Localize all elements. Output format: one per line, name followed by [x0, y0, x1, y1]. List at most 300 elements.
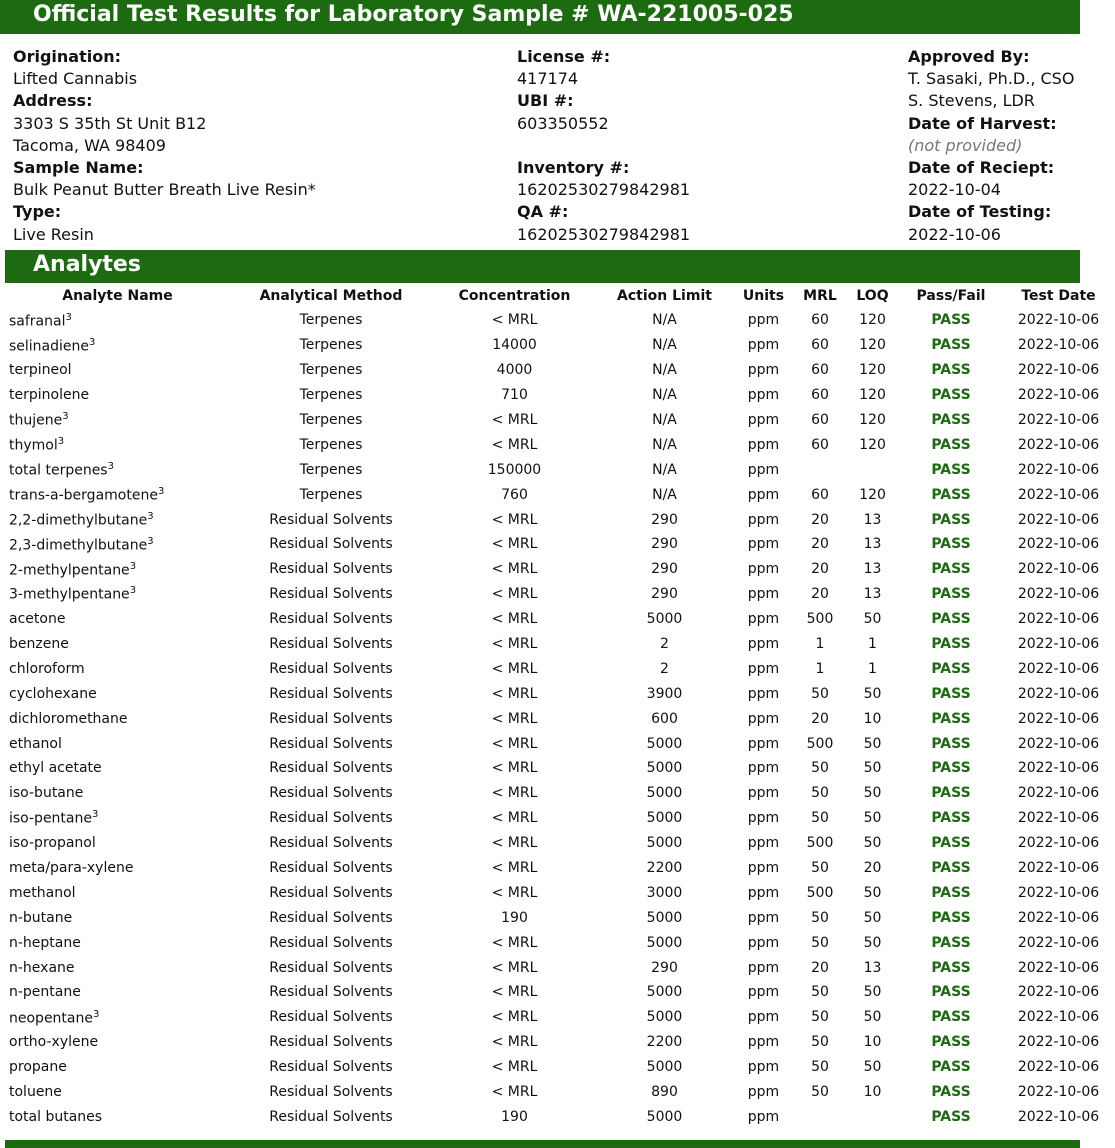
- concentration-cell: < MRL: [491, 561, 538, 578]
- concentration-cell: < MRL: [491, 1009, 538, 1026]
- analyte-name-cell: [5, 756, 230, 781]
- analytes-table-body: [5, 308, 1115, 1129]
- qa-value: 16202530279842981: [517, 224, 691, 244]
- concentration-cell: < MRL: [491, 511, 538, 528]
- concentration-cell: 14000: [492, 337, 537, 354]
- units-cell: ppm: [747, 1084, 780, 1101]
- analyte-name-cell: [5, 656, 230, 681]
- approver-1: T. Sasaki, Ph.D., CSO: [908, 69, 1075, 89]
- concentration-cell: < MRL: [491, 884, 538, 901]
- footnote-marker: 3: [147, 535, 154, 547]
- method-cell: Residual Solvents: [269, 636, 393, 653]
- units-cell: ppm: [747, 984, 780, 1001]
- analyte-name: thujene: [9, 412, 63, 429]
- pass-fail-cell: PASS: [931, 312, 971, 329]
- analyte-name: n-pentane: [9, 984, 81, 1001]
- concentration-cell: 150000: [487, 461, 542, 478]
- test-date-cell: 2022-10-06: [1017, 536, 1100, 553]
- test-date-cell: 2022-10-06: [1017, 685, 1100, 702]
- concentration-cell: < MRL: [491, 312, 538, 329]
- loq-cell: 50: [863, 1059, 882, 1076]
- action-limit-cell: 5000: [646, 611, 683, 628]
- pass-fail-cell: PASS: [931, 436, 971, 453]
- method-cell: Residual Solvents: [269, 611, 393, 628]
- method-cell: Residual Solvents: [269, 884, 393, 901]
- test-date-cell: 2022-10-06: [1017, 884, 1100, 901]
- table-header-row: [5, 284, 1115, 308]
- analyte-name-cell: [5, 1105, 230, 1130]
- table-row: [5, 532, 1115, 557]
- mrl-cell: 60: [811, 337, 829, 354]
- mrl-cell: 50: [811, 685, 829, 702]
- analytes-section-bar: [5, 250, 1080, 283]
- footnote-marker: 3: [57, 436, 65, 448]
- test-date-cell: 2022-10-06: [1017, 810, 1100, 827]
- concentration-cell: < MRL: [491, 586, 538, 603]
- analyte-name: 2,2-dimethylbutane: [9, 512, 148, 529]
- method-cell: Residual Solvents: [269, 735, 393, 752]
- action-limit-cell: N/A: [652, 337, 677, 354]
- loq-cell: 50: [863, 810, 882, 827]
- address-label: Address:: [13, 91, 93, 111]
- units-cell: ppm: [747, 461, 780, 478]
- method-cell: Terpenes: [299, 387, 363, 404]
- method-cell: Residual Solvents: [269, 909, 393, 926]
- pass-fail-cell: PASS: [931, 984, 971, 1001]
- action-limit-cell: N/A: [652, 461, 677, 478]
- units-cell: ppm: [747, 835, 780, 852]
- concentration-cell: < MRL: [491, 710, 538, 727]
- col-units: Units: [742, 288, 785, 304]
- method-cell: Terpenes: [299, 436, 363, 453]
- concentration-cell: < MRL: [491, 760, 538, 777]
- analyte-name-cell: [5, 308, 230, 333]
- method-cell: Terpenes: [299, 337, 363, 354]
- table-row: [5, 731, 1115, 756]
- testing-label: Date of Testing:: [908, 202, 1052, 222]
- units-cell: ppm: [747, 486, 780, 503]
- test-date-cell: 2022-10-06: [1017, 1084, 1100, 1101]
- units-cell: ppm: [747, 1108, 780, 1125]
- analyte-name-cell: [5, 856, 230, 881]
- pass-fail-cell: PASS: [931, 1108, 971, 1125]
- test-date-cell: 2022-10-06: [1017, 1034, 1100, 1051]
- loq-cell: 50: [863, 1009, 882, 1026]
- analyte-name: total butanes: [9, 1108, 103, 1125]
- units-cell: ppm: [747, 909, 780, 926]
- analyte-name: n-butane: [9, 909, 73, 926]
- analyte-name: iso-pentane: [9, 811, 92, 828]
- mrl-cell: 50: [811, 1009, 829, 1026]
- method-cell: Terpenes: [299, 461, 363, 478]
- loq-cell: 13: [863, 511, 882, 528]
- analyte-name: chloroform: [9, 660, 85, 677]
- concentration-cell: 190: [501, 909, 528, 926]
- analyte-name-cell: [5, 1005, 230, 1030]
- loq-cell: 120: [859, 436, 886, 453]
- table-row: [5, 308, 1115, 333]
- analyte-name-cell: [5, 980, 230, 1005]
- pass-fail-cell: PASS: [931, 486, 971, 503]
- units-cell: ppm: [747, 884, 780, 901]
- harvest-value: (not provided): [908, 135, 1023, 155]
- table-row: [5, 607, 1115, 632]
- analyte-name-cell: [5, 607, 230, 632]
- method-cell: Terpenes: [299, 362, 363, 379]
- analyte-name-cell: [5, 905, 230, 930]
- action-limit-cell: 600: [651, 710, 678, 727]
- analyte-name: ethyl acetate: [9, 760, 102, 777]
- bottom-bar: [5, 1140, 1080, 1148]
- mrl-cell: 50: [811, 785, 829, 802]
- test-date-cell: 2022-10-06: [1017, 486, 1100, 503]
- mrl-cell: 60: [811, 436, 829, 453]
- analyte-name-cell: [5, 681, 230, 706]
- test-date-cell: 2022-10-06: [1017, 710, 1100, 727]
- pass-fail-cell: PASS: [931, 536, 971, 553]
- action-limit-cell: 290: [651, 586, 678, 603]
- concentration-cell: < MRL: [491, 611, 538, 628]
- col-concentration: Concentration: [458, 288, 571, 304]
- test-date-cell: 2022-10-06: [1017, 586, 1100, 603]
- units-cell: ppm: [747, 387, 780, 404]
- sample-name-label: Sample Name:: [13, 158, 144, 178]
- units-cell: ppm: [747, 1034, 780, 1051]
- footnote-marker: 3: [65, 311, 72, 323]
- pass-fail-cell: PASS: [931, 586, 971, 603]
- col-action-limit: Action Limit: [617, 288, 712, 304]
- analyte-name: methanol: [9, 884, 76, 901]
- action-limit-cell: 5000: [646, 835, 683, 852]
- concentration-cell: < MRL: [491, 835, 538, 852]
- mrl-cell: 60: [811, 312, 829, 329]
- loq-cell: 120: [859, 337, 886, 354]
- action-limit-cell: N/A: [652, 312, 677, 329]
- units-cell: ppm: [747, 586, 780, 603]
- pass-fail-cell: PASS: [931, 884, 971, 901]
- loq-cell: 10: [863, 1034, 882, 1051]
- action-limit-cell: 2: [660, 660, 669, 677]
- table-row: [5, 507, 1115, 532]
- concentration-cell: < MRL: [491, 785, 538, 802]
- loq-cell: 50: [863, 934, 882, 951]
- test-date-cell: 2022-10-06: [1017, 735, 1100, 752]
- action-limit-cell: N/A: [652, 412, 677, 428]
- table-row: [5, 408, 1115, 433]
- loq-cell: 1: [868, 660, 877, 677]
- table-row: [5, 806, 1115, 831]
- test-date-cell: 2022-10-06: [1017, 636, 1100, 653]
- pass-fail-cell: PASS: [931, 561, 971, 578]
- pass-fail-cell: PASS: [931, 461, 971, 478]
- footnote-marker: 3: [92, 1008, 100, 1020]
- analyte-name-cell: [5, 333, 230, 358]
- analyte-name-cell: [5, 507, 230, 532]
- col-analyte-name: Analyte Name: [62, 288, 173, 304]
- loq-cell: 50: [863, 735, 882, 752]
- action-limit-cell: 290: [651, 536, 678, 553]
- units-cell: ppm: [747, 685, 780, 702]
- action-limit-cell: 2: [660, 636, 669, 653]
- analyte-name: neopentane: [9, 1010, 93, 1027]
- loq-cell: 50: [863, 909, 882, 926]
- test-date-cell: 2022-10-06: [1017, 785, 1100, 802]
- action-limit-cell: N/A: [652, 387, 677, 404]
- mrl-cell: 20: [811, 710, 829, 727]
- test-date-cell: 2022-10-06: [1017, 835, 1100, 852]
- table-row: [5, 383, 1115, 408]
- loq-cell: 50: [863, 884, 882, 901]
- analyte-name-cell: [5, 408, 230, 433]
- pass-fail-cell: PASS: [931, 959, 971, 976]
- units-cell: ppm: [747, 959, 780, 976]
- units-cell: ppm: [747, 760, 780, 777]
- concentration-cell: < MRL: [491, 1084, 538, 1101]
- col-analytical-method: Analytical Method: [259, 288, 403, 304]
- loq-cell: 120: [859, 387, 886, 404]
- concentration-cell: < MRL: [491, 810, 538, 827]
- loq-cell: 120: [859, 486, 886, 503]
- table-row: [5, 656, 1115, 681]
- mrl-cell: 50: [811, 909, 829, 926]
- analyte-name: n-hexane: [9, 959, 75, 976]
- units-cell: ppm: [747, 636, 780, 653]
- mrl-cell: 50: [811, 1034, 829, 1051]
- inventory-label: Inventory #:: [517, 158, 630, 177]
- mrl-cell: 500: [806, 735, 834, 752]
- analytes-title: Analytes: [33, 252, 141, 277]
- action-limit-cell: 5000: [646, 760, 683, 777]
- mrl-cell: 20: [811, 536, 829, 553]
- action-limit-cell: 5000: [646, 934, 683, 951]
- test-date-cell: 2022-10-06: [1017, 934, 1100, 951]
- origination-label: Origination:: [13, 47, 122, 66]
- loq-cell: 20: [863, 860, 882, 877]
- address-line2: Tacoma, WA 98409: [13, 135, 166, 155]
- method-cell: Residual Solvents: [269, 984, 393, 1001]
- method-cell: Residual Solvents: [269, 860, 393, 877]
- footnote-marker: 3: [89, 336, 96, 348]
- loq-cell: 50: [863, 984, 882, 1001]
- ubi-label: UBI #:: [517, 91, 574, 111]
- col-pass-fail: Pass/Fail: [916, 288, 986, 304]
- action-limit-cell: N/A: [652, 436, 677, 453]
- analyte-name: propane: [9, 1059, 67, 1076]
- table-row: [5, 681, 1115, 706]
- pass-fail-cell: PASS: [931, 710, 971, 727]
- loq-cell: 50: [863, 835, 882, 852]
- table-row: [5, 980, 1115, 1005]
- table-row: [5, 905, 1115, 930]
- mrl-cell: 60: [811, 387, 829, 404]
- mrl-cell: 50: [811, 984, 829, 1001]
- method-cell: Residual Solvents: [269, 1059, 393, 1076]
- method-cell: Residual Solvents: [269, 810, 393, 827]
- test-date-cell: 2022-10-06: [1017, 860, 1100, 877]
- analyte-name-cell: [5, 930, 230, 955]
- action-limit-cell: 5000: [646, 785, 683, 802]
- license-label: License #:: [517, 47, 611, 66]
- loq-cell: 13: [863, 561, 882, 578]
- method-cell: Residual Solvents: [269, 536, 393, 553]
- test-date-cell: 2022-10-06: [1017, 312, 1100, 329]
- units-cell: ppm: [747, 785, 780, 802]
- receipt-value: 2022-10-04: [908, 180, 1001, 200]
- loq-cell: 50: [863, 760, 882, 777]
- analyte-name-cell: [5, 557, 230, 582]
- concentration-cell: < MRL: [491, 536, 538, 553]
- analyte-name: cyclohexane: [9, 685, 97, 702]
- loq-cell: 50: [863, 611, 882, 628]
- table-row: [5, 756, 1115, 781]
- method-cell: Residual Solvents: [269, 586, 393, 603]
- analyte-name-cell: [5, 1055, 230, 1080]
- analyte-name: trans-a-bergamotene: [9, 487, 158, 504]
- analyte-name: ethanol: [9, 735, 62, 752]
- pass-fail-cell: PASS: [931, 611, 971, 628]
- mrl-cell: 1: [815, 660, 825, 677]
- analyte-name: acetone: [9, 611, 66, 628]
- table-row: [5, 457, 1115, 482]
- method-cell: Residual Solvents: [269, 561, 393, 578]
- mrl-cell: 50: [811, 934, 829, 951]
- type-value: Live Resin: [13, 224, 94, 244]
- test-date-cell: 2022-10-06: [1017, 760, 1100, 777]
- action-limit-cell: 3900: [646, 685, 683, 702]
- test-date-cell: 2022-10-06: [1017, 984, 1100, 1001]
- analyte-name-cell: [5, 482, 230, 507]
- footnote-marker: 3: [92, 809, 99, 821]
- action-limit-cell: 290: [651, 561, 678, 578]
- units-cell: ppm: [747, 660, 780, 677]
- units-cell: ppm: [747, 337, 780, 354]
- units-cell: ppm: [747, 934, 780, 951]
- concentration-cell: 190: [501, 1108, 528, 1125]
- loq-cell: 13: [863, 586, 882, 603]
- table-row: [5, 955, 1115, 980]
- table-row: [5, 1030, 1115, 1055]
- analyte-name-cell: [5, 582, 230, 607]
- analyte-name-cell: [5, 432, 230, 457]
- method-cell: Residual Solvents: [269, 934, 393, 951]
- testing-value: 2022-10-06: [908, 224, 1001, 244]
- units-cell: ppm: [747, 412, 780, 428]
- analyte-name: ortho-xylene: [9, 1034, 99, 1051]
- pass-fail-cell: PASS: [931, 511, 971, 528]
- concentration-cell: < MRL: [491, 1034, 538, 1051]
- pass-fail-cell: PASS: [931, 785, 971, 802]
- concentration-cell: < MRL: [491, 636, 538, 653]
- analyte-name-cell: [5, 383, 230, 408]
- col-loq: LOQ: [856, 288, 889, 304]
- analyte-name: toluene: [9, 1084, 62, 1101]
- mrl-cell: 500: [806, 835, 834, 852]
- action-limit-cell: 5000: [646, 1108, 683, 1125]
- analyte-name: iso-propanol: [9, 835, 96, 852]
- action-limit-cell: N/A: [652, 362, 677, 379]
- test-date-cell: 2022-10-06: [1017, 337, 1100, 354]
- pass-fail-cell: PASS: [931, 909, 971, 926]
- pass-fail-cell: PASS: [931, 685, 971, 702]
- origination-column: [13, 46, 316, 246]
- mrl-cell: 20: [811, 586, 829, 603]
- pass-fail-cell: PASS: [931, 810, 971, 827]
- analyte-name: safranal: [9, 313, 66, 330]
- concentration-cell: < MRL: [491, 860, 538, 877]
- units-cell: ppm: [747, 511, 780, 528]
- approver-2: S. Stevens, LDR: [908, 91, 1035, 111]
- action-limit-cell: N/A: [652, 486, 677, 503]
- analyte-name-cell: [5, 831, 230, 856]
- table-row: [5, 632, 1115, 657]
- analyte-name: iso-butane: [9, 785, 84, 802]
- mrl-cell: 60: [811, 486, 829, 503]
- loq-cell: 120: [859, 362, 886, 379]
- footnote-marker: 3: [62, 411, 69, 423]
- concentration-cell: < MRL: [491, 984, 538, 1001]
- action-limit-cell: 5000: [646, 1009, 683, 1026]
- action-limit-cell: 5000: [646, 735, 683, 752]
- table-row: [5, 482, 1115, 507]
- mrl-cell: 50: [811, 1059, 829, 1076]
- units-cell: ppm: [747, 710, 780, 727]
- concentration-cell: < MRL: [491, 934, 538, 951]
- analyte-name-cell: [5, 706, 230, 731]
- loq-cell: 50: [863, 785, 882, 802]
- loq-cell: 13: [863, 959, 882, 976]
- concentration-cell: < MRL: [491, 959, 538, 976]
- mrl-cell: 50: [811, 760, 829, 777]
- analyte-name: 3-methylpentane: [9, 587, 130, 604]
- action-limit-cell: 2200: [646, 1034, 683, 1051]
- method-cell: Residual Solvents: [269, 511, 393, 528]
- pass-fail-cell: PASS: [931, 835, 971, 852]
- table-row: [5, 358, 1115, 383]
- report-title: Official Test Results for Laboratory Sample # WA-221005-025: [33, 2, 794, 27]
- test-date-cell: 2022-10-06: [1017, 436, 1100, 453]
- test-date-cell: 2022-10-06: [1017, 511, 1100, 528]
- test-date-cell: 2022-10-06: [1017, 1108, 1100, 1125]
- concentration-cell: < MRL: [491, 1059, 538, 1076]
- mrl-cell: [795, 457, 845, 482]
- analyte-name: thymol: [9, 437, 58, 454]
- table-row: [5, 856, 1115, 881]
- analyte-name-cell: [5, 457, 230, 482]
- analyte-name: meta/para-xylene: [9, 860, 134, 877]
- license-value: 417174: [517, 69, 579, 89]
- analyte-name-cell: [5, 955, 230, 980]
- footnote-marker: 3: [147, 510, 154, 522]
- pass-fail-cell: PASS: [931, 387, 971, 404]
- table-row: [5, 781, 1115, 806]
- analyte-name-cell: [5, 806, 230, 831]
- analyte-name: selinadiene: [9, 338, 90, 355]
- analyte-name: 2-methylpentane: [9, 562, 130, 579]
- units-cell: ppm: [747, 1009, 780, 1026]
- test-date-cell: 2022-10-06: [1017, 1059, 1100, 1076]
- inventory-value: 16202530279842981: [517, 180, 691, 200]
- mrl-cell: 50: [811, 810, 829, 827]
- concentration-cell: < MRL: [491, 735, 538, 752]
- analyte-name-cell: [5, 1030, 230, 1055]
- method-cell: Residual Solvents: [269, 1084, 393, 1101]
- pass-fail-cell: PASS: [931, 636, 971, 653]
- method-cell: Residual Solvents: [269, 760, 393, 777]
- type-label: Type:: [13, 202, 62, 222]
- concentration-cell: 710: [501, 387, 528, 404]
- origination-value: Lifted Cannabis: [13, 69, 138, 89]
- mrl-cell: 500: [806, 611, 834, 628]
